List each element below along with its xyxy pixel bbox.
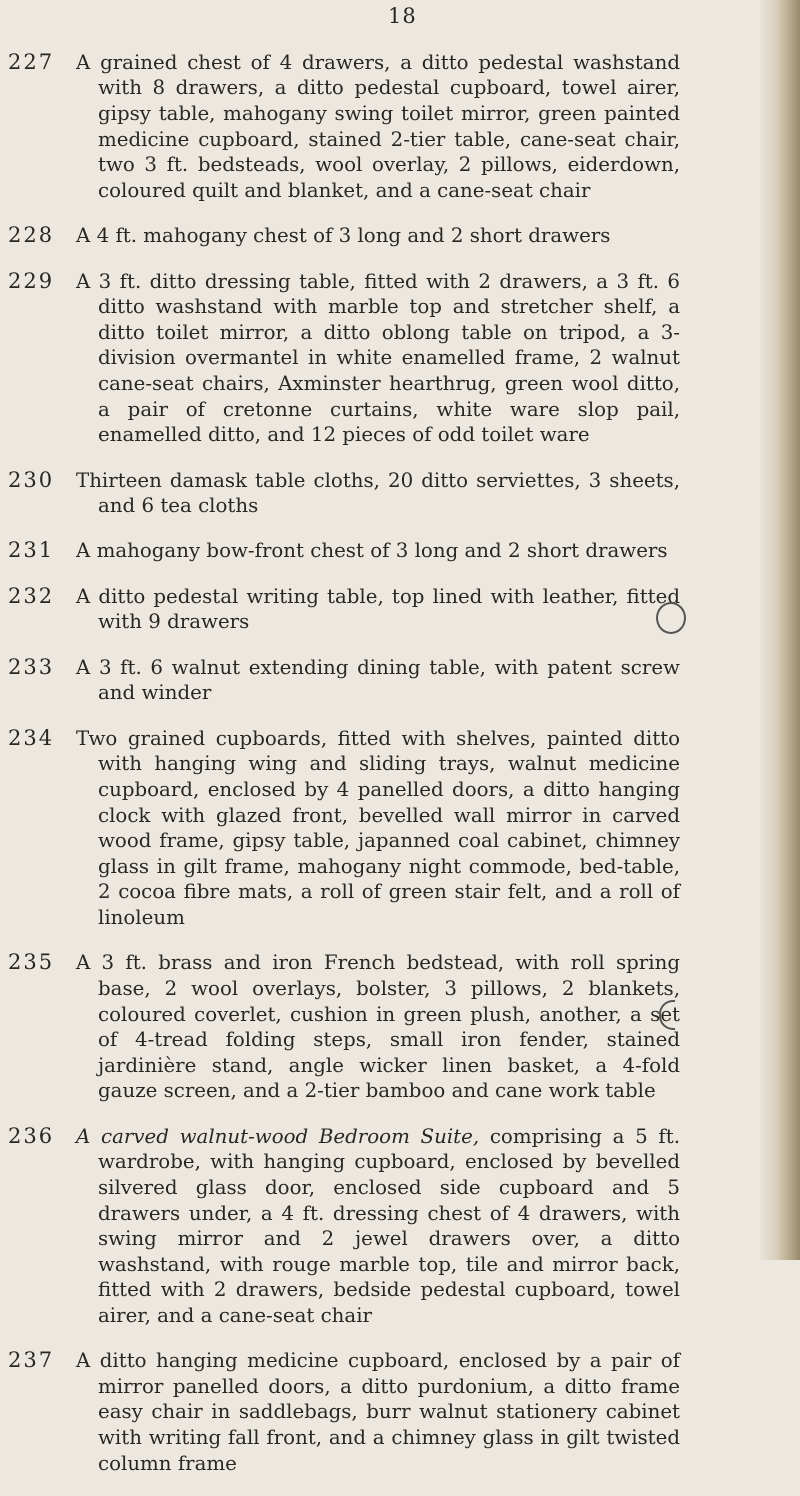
lot-description: A 3 ft. ditto dressing table, fitted with 2 drawers, a 3 ft. 6 ditto washstand with marble top and stretcher shelf, a ditto toilet mirror, a ditto oblong table on tripod, a 3-division overmantel in white enamelled frame, 2 walnut cane-seat chairs, Axminster hearthrug, green wool ditto, a pair of cretonne curtains, white ware slop pail, enamelled ditto, and 12 pieces of odd toilet ware [76, 269, 680, 447]
lot-description: Two grained cupboards, fitted with shelves, painted ditto with hanging wing and sliding trays, walnut medicine cupboard, enclosed by 4 panelled doors, a ditto hanging clock with glazed front, bevelled wall mirror in carved wood frame, gipsy table, japanned coal cabinet, chimney glass in gilt frame, mahogany night commode, bed-table, 2 cocoa fibre mats, a roll of green stair felt, and a roll of linoleum [76, 726, 680, 929]
lot-228 [0, 223, 760, 249]
lot-number: 232 [8, 583, 55, 608]
lot-number: 229 [8, 268, 55, 293]
lot-227 [0, 50, 760, 204]
lot-description: A 3 ft. 6 walnut extending dining table, with patent screw and winder [76, 655, 680, 705]
binding-hole-mark [656, 602, 686, 634]
lot-231 [0, 538, 760, 564]
lot-236 [0, 1124, 760, 1329]
lot-number: 230 [8, 467, 55, 492]
lot-234 [0, 726, 760, 931]
lot-235 [0, 950, 760, 1104]
lot-description: A ditto hanging medicine cupboard, enclosed by a pair of mirror panelled doors, a ditto purdonium, a ditto frame easy chair in saddlebags, burr walnut stationery cabinet with writing fall front, and a chimney glass in gilt twisted column frame [76, 1349, 680, 1475]
lot-number: 237 [8, 1348, 55, 1373]
lot-description-rest: comprising a 5 ft. wardrobe, with hanging cupboard, enclosed by bevelled silvered glass door, enclosed side cupboard and 5 drawers under, a 4 ft. dressing chest of 4 drawers, with swing mirror and 2 jewel drawers over, a ditto washstand, with rouge marble top, tile and mirror back, fitted with 2 drawers, bedside pedestal cupboard, towel airer, and a cane-seat chair [98, 1124, 680, 1327]
lot-number: 234 [8, 725, 55, 750]
lot-description: A ditto pedestal writing table, top lined with leather, fitted with 9 drawers [76, 584, 680, 634]
lot-number: 235 [8, 950, 55, 975]
page-edge-shadow [760, 0, 800, 1260]
lot-230 [0, 468, 760, 519]
lot-232 [0, 584, 760, 635]
lot-description: A 4 ft. mahogany chest of 3 long and 2 short drawers [76, 224, 611, 248]
lot-list [0, 30, 760, 1496]
lot-description: A mahogany bow-front chest of 3 long and 2 short drawers [76, 539, 668, 563]
lot-description [76, 1124, 680, 1329]
lot-229 [0, 269, 760, 448]
lot-number: 236 [8, 1123, 55, 1148]
lot-title-italic: A carved walnut-wood Bedroom Suite, [76, 1124, 480, 1148]
lot-number: 227 [8, 49, 55, 74]
lot-number: 228 [8, 223, 55, 248]
lot-number: 233 [8, 654, 55, 679]
lot-description: Thirteen damask table cloths, 20 ditto serviettes, 3 sheets, and 6 tea cloths [76, 468, 680, 518]
lot-description: A 3 ft. brass and iron French bedstead, with roll spring base, 2 wool overlays, bolster, 3 pillows, 2 blankets, coloured coverlet, cushion in green plush, another, a set of 4-tread folding steps, small iron fender, stained jardinière stand, angle wicker linen basket, a 4-fold gauze screen, and a 2-tier bamboo and cane work table [76, 951, 680, 1103]
lot-number: 231 [8, 538, 55, 563]
lot-237 [0, 1348, 760, 1476]
lot-233 [0, 655, 760, 706]
lot-description: A grained chest of 4 drawers, a ditto pedestal washstand with 8 drawers, a ditto pedestal cupboard, towel airer, gipsy table, mahogany swing toilet mirror, green painted medicine cupboard, stained 2-tier table, cane-seat chair, two 3 ft. bedsteads, wool overlay, 2 pillows, eiderdown, coloured quilt and blanket, and a cane-seat chair [76, 50, 680, 202]
page-number: 18 [388, 4, 417, 28]
